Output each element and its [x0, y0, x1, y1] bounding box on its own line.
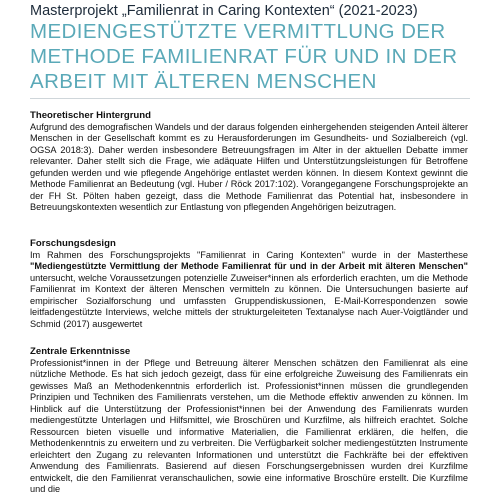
section-heading: Zentrale Erkenntnisse	[30, 346, 131, 357]
section-heading: Theoretischer Hintergrund	[30, 110, 152, 121]
title-line: MEDIENGESTÜTZTE VERMITTLUNG DER	[30, 20, 446, 43]
title-line: METHODE FAMILIENRAT FÜR UND IN DER	[30, 45, 458, 68]
title-line: ARBEIT MIT ÄLTEREN MENSCHEN	[30, 70, 377, 93]
main-title	[30, 19, 490, 94]
section-body: Professionist*innen in der Pflege und Betreuung älterer Menschen schätzen den Familienrat als eine nützliche Methode. Es hat sich jedoch gezeigt, dass für eine erfolgreiche Zuweisung des Familienrats ein gewisses Maß an Methodenkenntnis erforderlich ist. Professionist*innen müssen die grundlegenden Prinzipien und Techniken des Familienrats verstehen, um die Methode effektiv anwenden zu können. Im Hinblick auf die Unterstützung der Professionist*innen bei der Anwendung des Familienrats wurden mediengestützte Unterlagen und Hilfsmittel, wie Broschüren und Kurzfilme, als hilfreich erachtet. Solche Ressourcen bieten visuelle und informative Materialien, die Familienrat erklären, die helfen, die Methodenkenntnis zu erweitern und zu verbreiten. Die Verfügbarkeit solcher mediengestützten Instrumente erleichtert den Zugang zu relevanten Informationen und unterstützt die Fachkräfte bei der effektiven Anwendung des Familienrats. Basierend auf diesen Forschungsergebnissen wurden drei Kurzfilme entwickelt, die den Familienrat veranschaulichen, sowie eine informative Broschüre erstellt. Die Kurzfilme und die	[30, 358, 468, 494]
section-theoretical-background	[30, 110, 468, 214]
section-research-design	[30, 238, 468, 330]
body-text: untersucht, welche Voraussetzungen potenzielle Zuweiser*innen als erforderlich erachten, um die Methode Familienrat im Kontext der älteren Menschen vermitteln zu können. Die Untersuchungen basierte auf empirischer Sozialforschung und umfassten Gruppendiskussionen, E-Mail-Korrespondenzen sowie leitfadengestützte Interviews, welche mittels der strukturgeleiteten Textanalyse nach Auer-Voigtländer und Schmid (2017) ausgewertet	[30, 272, 468, 329]
thesis-title: "Mediengestützte Vermittlung der Methode Familienrat für und in der Arbeit mit älteren Menschen"	[30, 261, 468, 272]
title-divider	[30, 98, 470, 99]
section-key-findings	[30, 346, 468, 495]
project-supertitle: Masterprojekt „Familienrat in Caring Kontexten“ (2021-2023)	[30, 3, 418, 19]
body-text: Im Rahmen des Forschungsprojekts "Familienrat in Caring Kontexten" wurde in der Masterthese	[30, 250, 468, 260]
section-body: Aufgrund des demografischen Wandels und der daraus folgenden einhergehenden steigenden Anteil älterer Menschen in der Gesellschaft kommt es zu Herausforderungen im Gesundheits- und Sozialbereich (vgl. OGSA 2018:3). Daher werden insbesondere Betreuungsfragen im Alter in der aktuellen Debatte immer relevanter. Daher stellt sich die Frage, wie adäquate Hilfen und Unterstützungsleistungen für Betroffene gefunden werden und wie pflegende Angehörige entlastet werden können. In diesem Kontext gewinnt die Methode Familienrat an Bedeutung (vgl. Huber / Röck 2017:102). Vorangegangene Forschungsprojekte an der FH St. Pölten haben gezeigt, dass die Methode Familienrat das Potential hat, insbesondere in Betreuungskontexten wesentlich zur Entlastung von pflegenden Angehörigen beizutragen.	[30, 122, 468, 213]
section-body	[30, 250, 468, 330]
section-heading: Forschungsdesign	[30, 238, 116, 249]
